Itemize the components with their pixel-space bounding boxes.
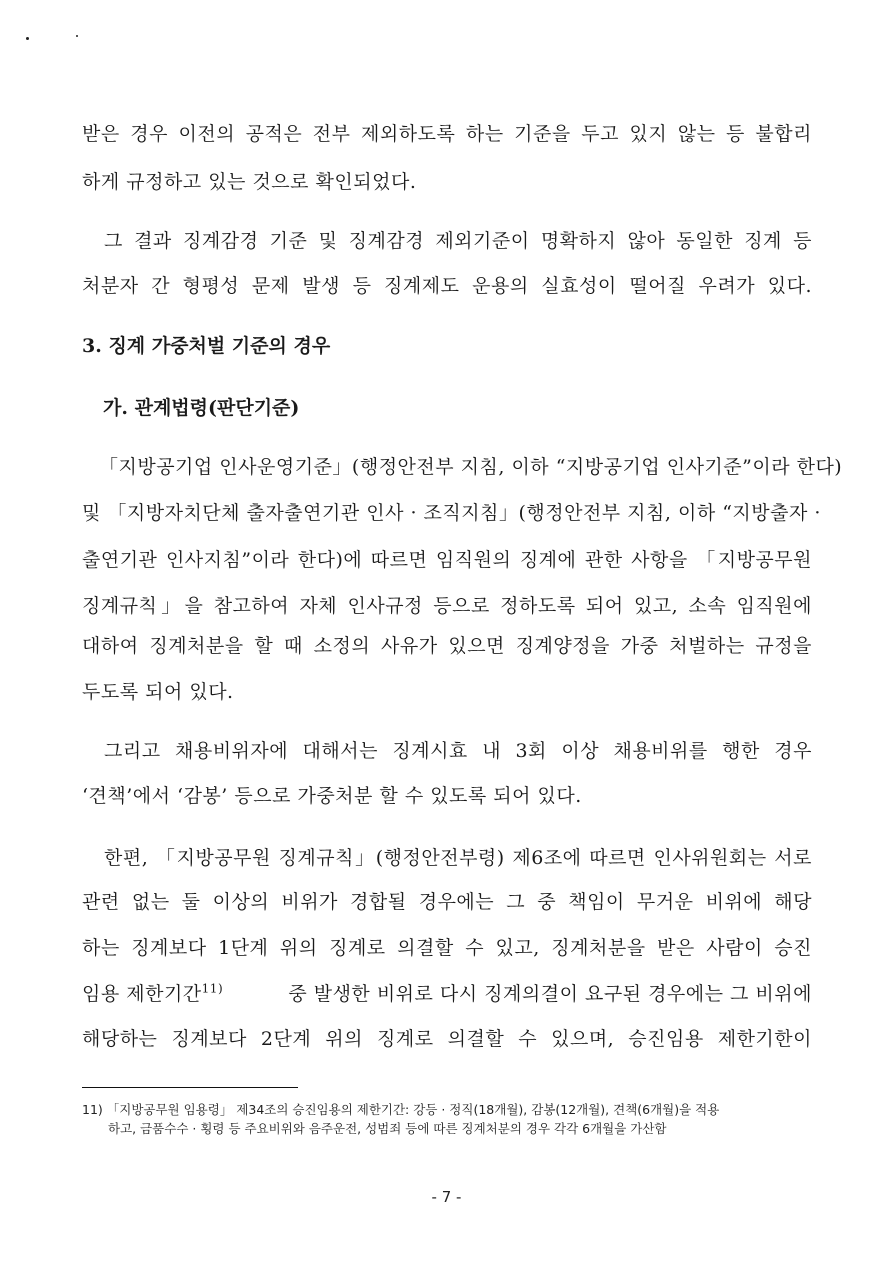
body-line: 받은 경우 이전의 공적은 전부 제외하도록 하는 기준을 두고 있지 않는 등 불합리: [82, 123, 812, 145]
body-line: 「지방공기업 인사운영기준」(행정안전부 지침, 이하 “지방공기업 인사기준”이라 한다): [99, 456, 843, 478]
body-line: 그 결과 징계감경 기준 및 징계감경 제외기준이 명확하지 않아 동일한 징계 등: [104, 230, 812, 252]
page-number: - 7 -: [431, 1188, 462, 1206]
body-line: 그리고 채용비위자에 대해서는 징계시효 내 3회 이상 채용비위를 행한 경우: [104, 740, 812, 762]
body-text-part: 임용 제한기간: [82, 983, 202, 1005]
scan-speck: [76, 35, 78, 37]
body-text-part: 중 발생한 비위로 다시 징계의결이 요구된 경우에는 그 비위에: [281, 983, 812, 1005]
body-line: 한편, 「지방공무원 징계규칙」(행정안전부령) 제6조에 따르면 인사위원회는 서로: [104, 847, 812, 869]
body-line: 관련 없는 둘 이상의 비위가 경합될 경우에는 그 중 책임이 무거운 비위에 해당: [82, 891, 812, 913]
body-line: 및 「지방자치단체 출자출연기관 인사 · 조직지침」(행정안전부 지침, 이하 “지방출자 ·: [82, 502, 821, 524]
section-heading: 3. 징계 가중처벌 기준의 경우: [82, 335, 331, 357]
scan-speck: [26, 37, 29, 40]
body-text: [82, 981, 223, 1007]
body-line: 대하여 징계처분을 할 때 소정의 사유가 있으면 징계양정을 가중 처벌하는 규정을: [82, 635, 812, 657]
footnote-line: 11) 「지방공무원 임용령」 제34조의 승진임용의 제한기간: 강등 · 정직(18개월), 감봉(12개월), 견책(6개월)을 적용: [82, 1102, 720, 1117]
body-line: 징계규칙」을 참고하여 자체 인사규정 등으로 정하도록 되어 있고, 소속 임직원에: [82, 595, 812, 617]
body-line: 두도록 되어 있다.: [82, 681, 234, 703]
body-line: 하는 징계보다 1단계 위의 징계로 의결할 수 있고, 징계처분을 받은 사람이 승진: [82, 937, 812, 959]
subsection-heading: 가. 관계법령(판단기준): [103, 397, 300, 419]
footnote-ref: 11): [201, 981, 224, 996]
body-line: 출연기관 인사지침”이라 한다)에 따르면 임직원의 징계에 관한 사항을 「지방공무원: [82, 549, 812, 571]
footnote-separator: [82, 1087, 298, 1088]
body-line: ‘견책’에서 ‘감봉’ 등으로 가중처분 할 수 있도록 되어 있다.: [82, 785, 582, 807]
body-line: [82, 981, 812, 1007]
footnote-line: 하고, 금품수수 · 횡령 등 주요비위와 음주운전, 성범죄 등에 따른 징계처분의 경우 각각 6개월을 가산함: [108, 1121, 667, 1136]
body-line: 처분자 간 형평성 문제 발생 등 징계제도 운용의 실효성이 떨어질 우려가 있다.: [82, 275, 812, 297]
body-line: 해당하는 징계보다 2단계 위의 징계로 의결할 수 있으며, 승진임용 제한기한이: [82, 1028, 812, 1050]
body-line: 하게 규정하고 있는 것으로 확인되었다.: [82, 171, 417, 193]
